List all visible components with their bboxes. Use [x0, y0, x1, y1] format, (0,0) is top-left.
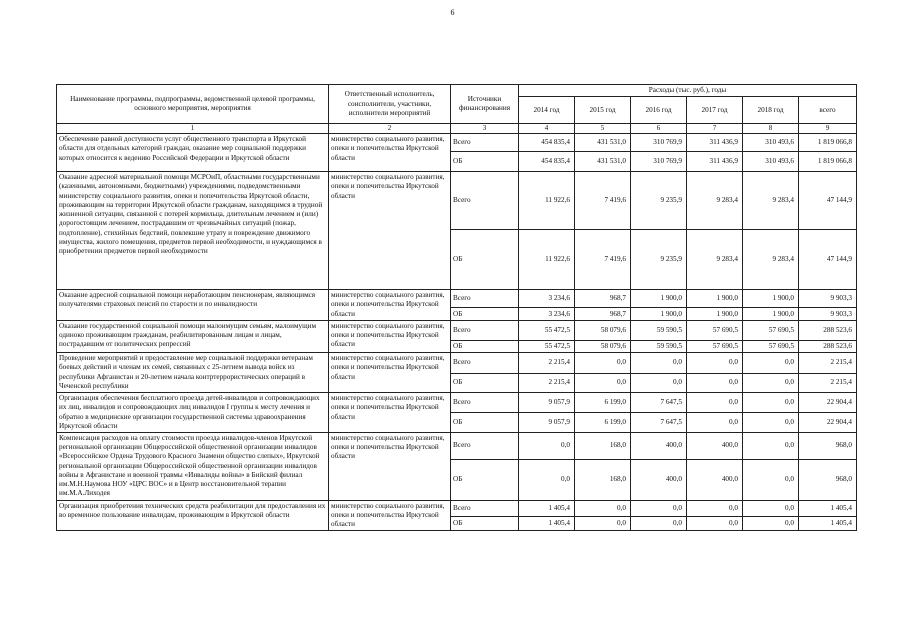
total-value: 22 904,4	[799, 412, 857, 432]
total-value: 1 405,4	[799, 517, 857, 531]
year-value: 55 472,5	[519, 340, 575, 352]
funding-source: ОБ	[451, 340, 519, 352]
year-value: 168,0	[575, 459, 631, 500]
total-value: 968,0	[799, 459, 857, 500]
executor: министерство социального развития, опеки и попечительства Иркутской области	[329, 172, 451, 290]
year-value: 9 283,4	[743, 172, 799, 230]
year-value: 310 493,6	[743, 152, 799, 172]
year-value: 0,0	[743, 432, 799, 459]
executor: министерство социального развития, опеки и попечительства Иркутской области	[329, 353, 451, 393]
year-value: 3 234,6	[519, 290, 575, 308]
year-value: 9 235,9	[631, 230, 687, 290]
funding-source: ОБ	[451, 459, 519, 500]
year-value: 1 900,0	[631, 308, 687, 320]
year-value: 431 531,0	[575, 134, 631, 152]
program-name: Оказание государственной социальной помощи малоимущим семьям, малоимущим одиноко проживающим гражданам, реабилитированным лицам и лицам, пострадавшим от политических репрессий	[57, 320, 329, 352]
table-row	[57, 393, 857, 412]
total-value: 1 819 066,8	[799, 152, 857, 172]
executor: министерство социального развития, опеки и попечительства Иркутской области	[329, 432, 451, 500]
year-value: 0,0	[575, 517, 631, 531]
year-value: 9 235,9	[631, 172, 687, 230]
year-value: 310 769,9	[631, 152, 687, 172]
program-name: Компенсация расходов на оплату стоимости проезда инвалидов-членов Иркутской региональной организации Общероссийской общественной организации инвалидов «Всероссийское Ордена Трудового Красного Знамени общество слепых», Иркутской региональной организации Общероссийской общественной организации инвалидов войны в Афганистане и военной травмы «Инвалиды войны» в Бийский филиал им.М.Н.Наумова НОУ «ЦРС ВОС» и в Центр восстановительной терапии им.М.А.Лиходея	[57, 432, 329, 500]
column-number: 3	[451, 124, 519, 134]
funding-source: Всего	[451, 500, 519, 517]
year-value: 2 215,4	[519, 353, 575, 374]
year-value: 968,7	[575, 308, 631, 320]
total-value: 9 903,3	[799, 290, 857, 308]
year-value: 7 647,5	[631, 412, 687, 432]
header-row-1	[57, 85, 857, 97]
header-expenses: Расходы (тыс. руб.), годы	[519, 85, 857, 97]
funding-source: Всего	[451, 393, 519, 412]
funding-source: ОБ	[451, 374, 519, 393]
year-value: 58 079,6	[575, 340, 631, 352]
year-value: 0,0	[519, 432, 575, 459]
program-name: Организация приобретения технических средств реабилитации для предоставления их во временное пользование инвалидам, проживающим в Иркутской области	[57, 500, 329, 531]
funding-source: Всего	[451, 353, 519, 374]
year-value: 0,0	[743, 353, 799, 374]
year-value: 9 283,4	[743, 230, 799, 290]
column-number: 5	[575, 124, 631, 134]
total-value: 1 405,4	[799, 500, 857, 517]
year-value: 57 690,5	[687, 340, 743, 352]
year-value: 59 590,5	[631, 320, 687, 340]
executor: министерство социального развития, опеки и попечительства Иркутской области	[329, 500, 451, 531]
year-value: 454 835,4	[519, 134, 575, 152]
year-value: 1 900,0	[631, 290, 687, 308]
year-value: 168,0	[575, 432, 631, 459]
year-value: 0,0	[687, 393, 743, 412]
year-value: 9 057,9	[519, 393, 575, 412]
table-row	[57, 320, 857, 340]
year-value: 57 690,5	[743, 340, 799, 352]
column-number: 1	[57, 124, 329, 134]
year-value: 57 690,5	[687, 320, 743, 340]
year-value: 1 405,4	[519, 500, 575, 517]
total-value: 968,0	[799, 432, 857, 459]
header-program: Наименование программы, подпрограммы, ведомственной целевой программы, основного мероприятия, мероприятия	[57, 85, 329, 124]
year-value: 7 419,6	[575, 172, 631, 230]
year-value: 1 900,0	[743, 290, 799, 308]
funding-source: Всего	[451, 172, 519, 230]
funding-source: ОБ	[451, 152, 519, 172]
year-value: 311 436,9	[687, 152, 743, 172]
year-value: 968,7	[575, 290, 631, 308]
header-year: 2016 год	[631, 97, 687, 124]
year-value: 9 283,4	[687, 230, 743, 290]
table-row	[57, 432, 857, 459]
year-value: 400,0	[631, 432, 687, 459]
column-number: 9	[799, 124, 857, 134]
program-name: Оказание адресной социальной помощи неработающим пенсионерам, являющимся получателями страховых пенсий по старости и по инвалидности	[57, 290, 329, 321]
total-value: 47 144,9	[799, 230, 857, 290]
year-value: 3 234,6	[519, 308, 575, 320]
year-value: 57 690,5	[743, 320, 799, 340]
column-number: 8	[743, 124, 799, 134]
year-value: 0,0	[631, 517, 687, 531]
header-total: всего	[799, 97, 857, 124]
year-value: 400,0	[687, 432, 743, 459]
program-name: Проведение мероприятий и предоставление мер социальной поддержки ветеранам боевых действий и членам их семей, связанных с 25-летием вывода войск из республики Афганистан и 20-летием начала контртеррористических операций в Чеченской республики	[57, 353, 329, 393]
funding-source: ОБ	[451, 412, 519, 432]
year-value: 0,0	[687, 500, 743, 517]
year-value: 1 900,0	[687, 290, 743, 308]
total-value: 9 903,3	[799, 308, 857, 320]
table-body	[57, 134, 857, 531]
executor: министерство социального развития, опеки и попечительства Иркутской области	[329, 393, 451, 433]
funding-source: Всего	[451, 134, 519, 152]
header-year: 2015 год	[575, 97, 631, 124]
program-name: Обеспечение равной доступности услуг общественного транспорта в Иркутской области для отдельных категорий граждан, оказание мер социальной поддержки которых относится к ведению Российской Федерации и Иркутской области	[57, 134, 329, 172]
year-value: 0,0	[687, 353, 743, 374]
header-year: 2018 год	[743, 97, 799, 124]
year-value: 0,0	[687, 517, 743, 531]
total-value: 2 215,4	[799, 374, 857, 393]
year-value: 1 900,0	[687, 308, 743, 320]
header-year: 2014 год	[519, 97, 575, 124]
table-row	[57, 500, 857, 517]
column-number-row	[57, 124, 857, 134]
year-value: 0,0	[687, 412, 743, 432]
year-value: 0,0	[631, 353, 687, 374]
year-value: 0,0	[687, 374, 743, 393]
year-value: 400,0	[687, 459, 743, 500]
table-row	[57, 353, 857, 374]
year-value: 311 436,9	[687, 134, 743, 152]
table-row	[57, 134, 857, 152]
executor: министерство социального развития, опеки и попечительства Иркутской области	[329, 320, 451, 352]
year-value: 0,0	[575, 353, 631, 374]
year-value: 310 769,9	[631, 134, 687, 152]
year-value: 9 057,9	[519, 412, 575, 432]
funding-source: ОБ	[451, 308, 519, 320]
funding-source: Всего	[451, 320, 519, 340]
year-value: 11 922,6	[519, 230, 575, 290]
year-value: 0,0	[743, 393, 799, 412]
year-value: 7 647,5	[631, 393, 687, 412]
year-value: 58 079,6	[575, 320, 631, 340]
column-number: 6	[631, 124, 687, 134]
year-value: 431 531,0	[575, 152, 631, 172]
executor: министерство социального развития, опеки и попечительства Иркутской области	[329, 290, 451, 321]
year-value: 0,0	[743, 374, 799, 393]
year-value: 1 900,0	[743, 308, 799, 320]
year-value: 59 590,5	[631, 340, 687, 352]
total-value: 1 819 066,8	[799, 134, 857, 152]
column-number: 4	[519, 124, 575, 134]
table-row	[57, 172, 857, 230]
header-responsible: Ответственный исполнитель, соисполнители, участники, исполнители мероприятий	[329, 85, 451, 124]
table-row	[57, 290, 857, 308]
year-value: 0,0	[743, 500, 799, 517]
year-value: 7 419,6	[575, 230, 631, 290]
program-name: Оказание адресной материальной помощи МСРОиП, областными государственными (казенными, автономными, бюджетными) учреждениями, подведомственными министерству социального развития, опеки и попечительства Иркутской области, проживающим на территории Иркутской области гражданам, находящимся в трудной жизненной ситуации, связанной с потерей кормильца, длительным лечением и (или) дорогостоящим лечением, пострадавшим от чрезвычайных ситуаций (пожар, подтопление), стихийных бедствий, повлекшие утрату и повреждение движимого имущества, жилого помещения, предметов первой необходимости, и нуждающимся в приобретении предметов первой необходимости	[57, 172, 329, 290]
year-value: 2 215,4	[519, 374, 575, 393]
year-value: 0,0	[743, 412, 799, 432]
year-value: 454 835,4	[519, 152, 575, 172]
funding-source: Всего	[451, 290, 519, 308]
year-value: 0,0	[631, 374, 687, 393]
funding-source: ОБ	[451, 517, 519, 531]
budget-table	[56, 84, 857, 531]
column-number: 2	[329, 124, 451, 134]
year-value: 310 493,6	[743, 134, 799, 152]
page-number: 6	[450, 8, 455, 17]
year-value: 9 283,4	[687, 172, 743, 230]
funding-source: ОБ	[451, 230, 519, 290]
total-value: 288 523,6	[799, 340, 857, 352]
column-number: 7	[687, 124, 743, 134]
year-value: 6 199,0	[575, 393, 631, 412]
total-value: 288 523,6	[799, 320, 857, 340]
year-value: 11 922,6	[519, 172, 575, 230]
executor: министерство социального развития, опеки и попечительства Иркутской области	[329, 134, 451, 172]
total-value: 2 215,4	[799, 353, 857, 374]
program-name: Организация обеспечения бесплатного проезда детей-инвалидов и сопровождающих их лиц, инвалидов и сопровождающих лиц инвалидов I группы к месту лечения и обратно в медицинские организации государственной системы здравоохранения Иркутской области	[57, 393, 329, 433]
total-value: 47 144,9	[799, 172, 857, 230]
year-value: 55 472,5	[519, 320, 575, 340]
year-value: 1 405,4	[519, 517, 575, 531]
year-value: 0,0	[743, 517, 799, 531]
total-value: 22 904,4	[799, 393, 857, 412]
year-value: 0,0	[631, 500, 687, 517]
funding-source: Всего	[451, 432, 519, 459]
year-value: 0,0	[575, 500, 631, 517]
year-value: 0,0	[575, 374, 631, 393]
year-value: 0,0	[519, 459, 575, 500]
year-value: 0,0	[743, 459, 799, 500]
year-value: 400,0	[631, 459, 687, 500]
header-source: Источники финансирования	[451, 85, 519, 124]
year-value: 6 199,0	[575, 412, 631, 432]
header-year: 2017 год	[687, 97, 743, 124]
